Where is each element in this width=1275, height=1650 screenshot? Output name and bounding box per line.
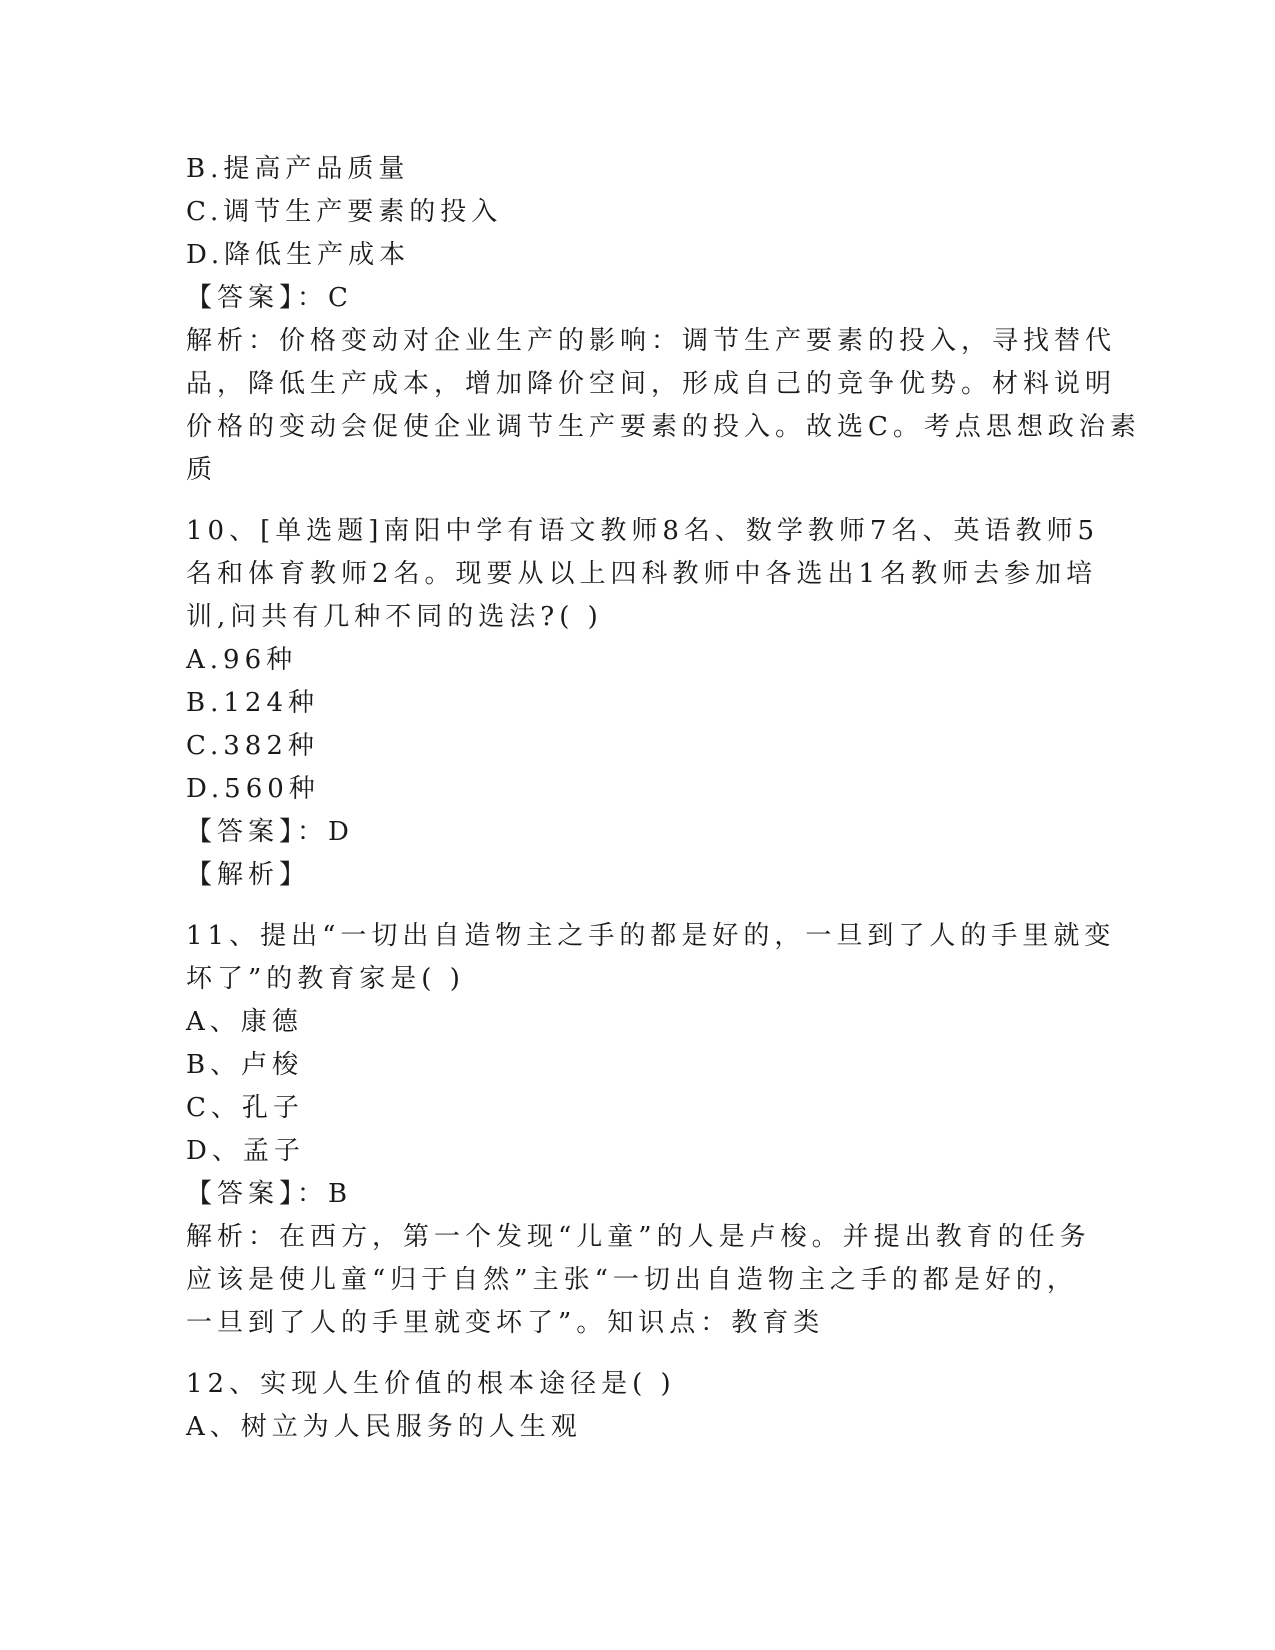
option-b: B.124种 [186,688,319,718]
option-b: B、卢梭 [186,1050,304,1080]
option-a: A.96种 [186,645,298,675]
explanation-line: 解析：在西方，第一个发现“儿童”的人是卢梭。并提出教育的任务 [186,1222,1091,1252]
option-d: D.560种 [186,774,320,804]
answer: 【答案】：D [186,817,354,847]
question-10 [186,510,1099,897]
explanation-line: 品，降低生产成本，增加降价空间，形成自己的竞争优势。材料说明 [186,369,1117,399]
explanation [186,320,1141,492]
answer: 【答案】：C [186,283,353,313]
stem-line: 10、[单选题]南阳中学有语文教师8名、数学教师7名、英语教师5 [186,516,1099,546]
option-b: B.提高产品质量 [186,154,410,184]
answer: 【答案】：B [186,1179,353,1209]
stem-line: 名和体育教师2名。现要从以上四科教师中各选出1名教师去参加培 [186,559,1098,589]
option-a: A、树立为人民服务的人生观 [186,1412,582,1442]
question-stem: 12、实现人生价值的根本途径是( ) [186,1369,676,1399]
stem-line: 11、提出“一切出自造物主之手的都是好的，一旦到了人的手里就变 [186,921,1116,951]
option-c: C、孔子 [186,1093,304,1123]
option-d: D、孟子 [186,1136,305,1166]
explanation-line: 解析：价格变动对企业生产的影响：调节生产要素的投入，寻找替代 [186,326,1117,356]
explanation-line: 价格的变动会促使企业调节生产要素的投入。故选C。考点思想政治素 [186,412,1141,442]
explanation-line: 应该是使儿童“归于自然”主张“一切出自造物主之手的都是好的， [186,1265,1078,1295]
option-c: C.382种 [186,731,319,761]
option-c: C.调节生产要素的投入 [186,197,503,227]
question-12 [186,1363,1075,1449]
option-d: D.降低生产成本 [186,240,411,270]
explanation: 【解析】 [186,860,311,890]
explanation-line: 质 [186,455,218,485]
question-stem [186,915,1116,1001]
question-9 [186,148,1141,492]
question-stem [186,510,1099,639]
question-11 [186,915,1116,1345]
option-a: A、康德 [186,1007,303,1037]
explanation-line: 一旦到了人的手里就变坏了”。知识点：教育类 [186,1308,825,1338]
explanation [186,1216,1091,1345]
stem-line: 训,问共有几种不同的选法?( ) [186,602,603,632]
stem-line: 坏了”的教育家是( ) [186,964,465,994]
